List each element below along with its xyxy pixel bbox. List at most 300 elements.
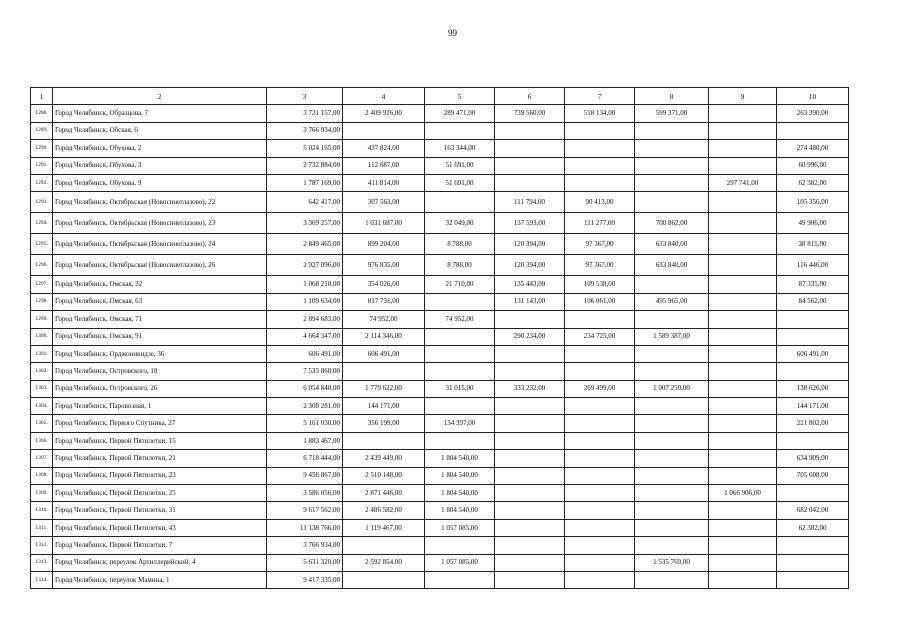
value-col-10: 221 802,00 xyxy=(777,415,849,432)
table-row xyxy=(31,398,849,415)
value-col-6: 135 443,00 xyxy=(495,276,565,293)
value-col-6: 120 394,00 xyxy=(495,255,565,276)
value-col-10: 606 491,00 xyxy=(777,345,849,362)
table-row xyxy=(31,363,849,380)
value-col-10: 60 996,00 xyxy=(777,157,849,174)
table-row xyxy=(31,328,849,345)
table-row xyxy=(31,345,849,362)
value-col-8 xyxy=(635,432,709,449)
value-col-8 xyxy=(635,140,709,157)
table-row xyxy=(31,380,849,397)
value-col-4: 2 871 446,00 xyxy=(343,485,425,502)
value-col-5: 1 057 085,00 xyxy=(425,519,495,536)
address-cell: Город Челябинск, Орджоникидзе, 36 xyxy=(53,345,267,362)
address-cell: Город Челябинск, Первой Пятилетки, 15 xyxy=(53,432,267,449)
table-row xyxy=(31,276,849,293)
value-col-5: 74 952,00 xyxy=(425,311,495,328)
value-col-7 xyxy=(565,363,635,380)
address-cell: Город Челябинск, Первой Пятилетки, 21 xyxy=(53,450,267,467)
address-cell: Город Челябинск, Октябрьская (Новосинеглазово), 26 xyxy=(53,255,267,276)
value-col-4 xyxy=(343,363,425,380)
value-col-3: 3 586 056,00 xyxy=(267,485,343,502)
address-cell: Город Челябинск, Первой Пятилетки, 23 xyxy=(53,467,267,484)
value-col-3: 6 718 444,00 xyxy=(267,450,343,467)
table-row xyxy=(31,502,849,519)
value-col-9 xyxy=(709,571,777,588)
value-col-7 xyxy=(565,571,635,588)
value-col-6 xyxy=(495,345,565,362)
value-col-6: 333 232,00 xyxy=(495,380,565,397)
value-col-8: 633 840,00 xyxy=(635,234,709,255)
value-col-6 xyxy=(495,122,565,139)
address-cell: Город Челябинск, Первой Пятилетки, 31 xyxy=(53,502,267,519)
value-col-6 xyxy=(495,571,565,588)
header-col-7: 7 xyxy=(565,88,635,105)
address-cell: Город Челябинск, Первого Спутника, 27 xyxy=(53,415,267,432)
value-col-10: 62 382,00 xyxy=(777,174,849,191)
table-row xyxy=(31,467,849,484)
value-col-4: 1 119 467,00 xyxy=(343,519,425,536)
value-col-9: 1 066 906,00 xyxy=(709,485,777,502)
value-col-9: 297 741,00 xyxy=(709,174,777,191)
row-number: 1303. xyxy=(31,380,53,397)
value-col-8 xyxy=(635,192,709,213)
row-number: 1293. xyxy=(31,192,53,213)
table-row xyxy=(31,174,849,191)
value-col-10: 682 042,00 xyxy=(777,502,849,519)
address-cell: Город Челябинск, Островского, 18 xyxy=(53,363,267,380)
value-col-10 xyxy=(777,363,849,380)
value-col-4 xyxy=(343,432,425,449)
value-col-10 xyxy=(777,537,849,554)
value-col-8: 1 007 250,00 xyxy=(635,380,709,397)
value-col-6 xyxy=(495,398,565,415)
value-col-9 xyxy=(709,255,777,276)
row-number: 1296. xyxy=(31,255,53,276)
value-col-3: 3 766 934,00 xyxy=(267,537,343,554)
header-row xyxy=(31,88,849,105)
value-col-9 xyxy=(709,432,777,449)
value-col-4: 307 563,00 xyxy=(343,192,425,213)
value-col-9 xyxy=(709,293,777,310)
value-col-3: 1 109 634,00 xyxy=(267,293,343,310)
value-col-7 xyxy=(565,174,635,191)
table-row xyxy=(31,554,849,571)
value-col-9 xyxy=(709,398,777,415)
row-number: 1309. xyxy=(31,485,53,502)
value-col-10: 84 562,00 xyxy=(777,293,849,310)
value-col-7 xyxy=(565,398,635,415)
value-col-8 xyxy=(635,345,709,362)
header-col-2: 2 xyxy=(53,88,267,105)
value-col-8 xyxy=(635,122,709,139)
value-col-6 xyxy=(495,432,565,449)
value-col-5: 1 804 540,00 xyxy=(425,450,495,467)
value-col-5: 31 015,00 xyxy=(425,380,495,397)
value-col-7 xyxy=(565,502,635,519)
value-col-5: 21 710,00 xyxy=(425,276,495,293)
value-col-8: 1 589 387,00 xyxy=(635,328,709,345)
value-col-10: 62 382,00 xyxy=(777,519,849,536)
value-col-7: 111 277,00 xyxy=(565,213,635,234)
value-col-5: 134 397,00 xyxy=(425,415,495,432)
header-col-9: 9 xyxy=(709,88,777,105)
value-col-9 xyxy=(709,234,777,255)
value-col-6 xyxy=(495,157,565,174)
table-row xyxy=(31,192,849,213)
value-col-10: 138 626,00 xyxy=(777,380,849,397)
row-number: 1302. xyxy=(31,363,53,380)
value-col-3: 6 054 840,00 xyxy=(267,380,343,397)
value-col-9 xyxy=(709,122,777,139)
value-col-9 xyxy=(709,105,777,122)
value-col-4 xyxy=(343,122,425,139)
row-number: 1298. xyxy=(31,293,53,310)
value-col-6: 290 234,00 xyxy=(495,328,565,345)
table-row xyxy=(31,537,849,554)
value-col-5: 1 804 540,00 xyxy=(425,467,495,484)
value-col-8 xyxy=(635,537,709,554)
row-number: 1300. xyxy=(31,328,53,345)
value-col-5: 1 057 085,00 xyxy=(425,554,495,571)
header-col-10: 10 xyxy=(777,88,849,105)
value-col-5: 289 471,00 xyxy=(425,105,495,122)
value-col-10: 105 356,00 xyxy=(777,192,849,213)
value-col-7: 109 538,00 xyxy=(565,276,635,293)
value-col-4: 411 814,00 xyxy=(343,174,425,191)
value-col-10: 274 480,00 xyxy=(777,140,849,157)
value-col-6: 739 560,00 xyxy=(495,105,565,122)
value-col-7 xyxy=(565,485,635,502)
value-col-9 xyxy=(709,554,777,571)
value-col-6 xyxy=(495,537,565,554)
value-col-9 xyxy=(709,450,777,467)
value-col-4: 112 687,00 xyxy=(343,157,425,174)
value-col-8 xyxy=(635,485,709,502)
table-row xyxy=(31,485,849,502)
value-col-10 xyxy=(777,122,849,139)
row-number: 1291. xyxy=(31,157,53,174)
page-number: 99 xyxy=(448,28,457,38)
value-col-3: 4 664 347,00 xyxy=(267,328,343,345)
register-table xyxy=(30,87,849,589)
value-col-10 xyxy=(777,571,849,588)
value-col-3: 642 417,00 xyxy=(267,192,343,213)
value-col-6 xyxy=(495,363,565,380)
value-col-9 xyxy=(709,192,777,213)
row-number: 1311. xyxy=(31,519,53,536)
value-col-4: 2 486 582,00 xyxy=(343,502,425,519)
value-col-3: 3 721 157,00 xyxy=(267,105,343,122)
header-col-3: 3 xyxy=(267,88,343,105)
value-col-5: 32 049,00 xyxy=(425,213,495,234)
value-col-10 xyxy=(777,485,849,502)
value-col-7 xyxy=(565,554,635,571)
value-col-5: 8 788,00 xyxy=(425,234,495,255)
value-col-4: 2 510 148,00 xyxy=(343,467,425,484)
value-col-3: 1 068 210,00 xyxy=(267,276,343,293)
row-number: 1292. xyxy=(31,174,53,191)
value-col-5: 8 788,00 xyxy=(425,255,495,276)
value-col-5 xyxy=(425,432,495,449)
value-col-8: 495 965,00 xyxy=(635,293,709,310)
value-col-10: 38 815,00 xyxy=(777,234,849,255)
value-col-9 xyxy=(709,213,777,234)
value-col-9 xyxy=(709,345,777,362)
value-col-3: 7 533 868,00 xyxy=(267,363,343,380)
value-col-7: 90 413,00 xyxy=(565,192,635,213)
row-number: 1288. xyxy=(31,105,53,122)
value-col-7: 97 367,00 xyxy=(565,255,635,276)
table-row xyxy=(31,571,849,588)
row-number: 1295. xyxy=(31,234,53,255)
table-row xyxy=(31,157,849,174)
value-col-8 xyxy=(635,467,709,484)
address-cell: Город Челябинск, Образцова, 7 xyxy=(53,105,267,122)
table-row xyxy=(31,311,849,328)
value-col-10 xyxy=(777,554,849,571)
value-col-6: 131 143,00 xyxy=(495,293,565,310)
value-col-4: 899 204,00 xyxy=(343,234,425,255)
value-col-10: 263 390,00 xyxy=(777,105,849,122)
value-col-8 xyxy=(635,519,709,536)
value-col-5: 163 344,00 xyxy=(425,140,495,157)
value-col-6 xyxy=(495,415,565,432)
value-col-4: 2 592 854,00 xyxy=(343,554,425,571)
value-col-7 xyxy=(565,122,635,139)
value-col-9 xyxy=(709,276,777,293)
value-col-6: 137 593,00 xyxy=(495,213,565,234)
row-number: 1305. xyxy=(31,415,53,432)
value-col-5: 1 804 540,00 xyxy=(425,485,495,502)
address-cell: Город Челябинск, Первой Пятилетки, 25 xyxy=(53,485,267,502)
address-cell: Город Челябинск, переулок Мамина, 1 xyxy=(53,571,267,588)
value-col-7: 97 367,00 xyxy=(565,234,635,255)
value-col-4: 2 409 926,00 xyxy=(343,105,425,122)
value-col-8 xyxy=(635,174,709,191)
value-col-4 xyxy=(343,537,425,554)
value-col-9 xyxy=(709,467,777,484)
value-col-4: 1 031 687,00 xyxy=(343,213,425,234)
value-col-4: 817 731,00 xyxy=(343,293,425,310)
row-number: 1312. xyxy=(31,537,53,554)
value-col-3: 5 631 320,00 xyxy=(267,554,343,571)
value-col-3: 2 927 096,00 xyxy=(267,255,343,276)
row-number: 1290. xyxy=(31,140,53,157)
value-col-6 xyxy=(495,485,565,502)
value-col-3: 606 491,00 xyxy=(267,345,343,362)
table-row xyxy=(31,105,849,122)
table-row xyxy=(31,450,849,467)
value-col-8 xyxy=(635,415,709,432)
value-col-6 xyxy=(495,554,565,571)
value-col-5 xyxy=(425,363,495,380)
address-cell: Город Челябинск, Обухова, 9 xyxy=(53,174,267,191)
address-cell: Город Челябинск, Обухова, 3 xyxy=(53,157,267,174)
address-cell: Город Челябинск, Обская, 6 xyxy=(53,122,267,139)
value-col-6 xyxy=(495,450,565,467)
value-col-7 xyxy=(565,140,635,157)
value-col-3: 1 787 169,00 xyxy=(267,174,343,191)
row-number: 1306. xyxy=(31,432,53,449)
header-col-4: 4 xyxy=(343,88,425,105)
address-cell: Город Челябинск, переулок Артиллерийский, 4 xyxy=(53,554,267,571)
value-col-7: 518 134,00 xyxy=(565,105,635,122)
table-row xyxy=(31,213,849,234)
value-col-9 xyxy=(709,502,777,519)
value-col-4: 1 779 622,00 xyxy=(343,380,425,397)
value-col-3: 2 849 465,00 xyxy=(267,234,343,255)
value-col-8: 633 840,00 xyxy=(635,255,709,276)
value-col-9 xyxy=(709,415,777,432)
row-number: 1299. xyxy=(31,311,53,328)
value-col-5 xyxy=(425,192,495,213)
address-cell: Город Челябинск, Первой Пятилетки, 7 xyxy=(53,537,267,554)
value-col-6 xyxy=(495,519,565,536)
value-col-9 xyxy=(709,328,777,345)
value-col-8 xyxy=(635,502,709,519)
value-col-10: 144 171,00 xyxy=(777,398,849,415)
value-col-9 xyxy=(709,311,777,328)
header-col-6: 6 xyxy=(495,88,565,105)
value-col-5 xyxy=(425,537,495,554)
value-col-7 xyxy=(565,467,635,484)
value-col-7: 234 725,00 xyxy=(565,328,635,345)
value-col-7 xyxy=(565,157,635,174)
table-row xyxy=(31,140,849,157)
value-col-4: 437 824,00 xyxy=(343,140,425,157)
row-number: 1297. xyxy=(31,276,53,293)
value-col-8 xyxy=(635,363,709,380)
value-col-5 xyxy=(425,328,495,345)
value-col-7 xyxy=(565,450,635,467)
value-col-8: 1 535 769,00 xyxy=(635,554,709,571)
value-col-10: 634 909,00 xyxy=(777,450,849,467)
value-col-3: 5 024 165,00 xyxy=(267,140,343,157)
value-col-8: 599 371,00 xyxy=(635,105,709,122)
value-col-5: 51 691,00 xyxy=(425,174,495,191)
value-col-4: 356 199,00 xyxy=(343,415,425,432)
value-col-3: 11 138 766,00 xyxy=(267,519,343,536)
address-cell: Город Челябинск, Первой Пятилетки, 43 xyxy=(53,519,267,536)
value-col-6 xyxy=(495,311,565,328)
value-col-9 xyxy=(709,140,777,157)
value-col-9 xyxy=(709,157,777,174)
address-cell: Город Челябинск, Омская, 71 xyxy=(53,311,267,328)
table-row xyxy=(31,293,849,310)
header-col-1: 1 xyxy=(31,88,53,105)
address-cell: Город Челябинск, Октябрьская (Новосинеглазово), 23 xyxy=(53,213,267,234)
value-col-7 xyxy=(565,311,635,328)
value-col-7 xyxy=(565,432,635,449)
value-col-7: 106 061,00 xyxy=(565,293,635,310)
table-row xyxy=(31,415,849,432)
value-col-7 xyxy=(565,519,635,536)
value-col-6 xyxy=(495,140,565,157)
value-col-10 xyxy=(777,311,849,328)
row-number: 1301. xyxy=(31,345,53,362)
row-number: 1289. xyxy=(31,122,53,139)
value-col-4: 606 491,00 xyxy=(343,345,425,362)
value-col-8 xyxy=(635,450,709,467)
value-col-6: 111 794,00 xyxy=(495,192,565,213)
value-col-3: 3 766 934,00 xyxy=(267,122,343,139)
value-col-9 xyxy=(709,537,777,554)
value-col-7 xyxy=(565,415,635,432)
value-col-3: 9 617 562,00 xyxy=(267,502,343,519)
table-row xyxy=(31,519,849,536)
table-row xyxy=(31,255,849,276)
value-col-4: 74 952,00 xyxy=(343,311,425,328)
address-cell: Город Челябинск, Обухова, 2 xyxy=(53,140,267,157)
value-col-8 xyxy=(635,157,709,174)
value-col-9 xyxy=(709,519,777,536)
value-col-8 xyxy=(635,398,709,415)
value-col-10: 116 446,00 xyxy=(777,255,849,276)
value-col-9 xyxy=(709,363,777,380)
address-cell: Город Челябинск, Омская, 91 xyxy=(53,328,267,345)
value-col-3: 2 732 884,00 xyxy=(267,157,343,174)
value-col-10: 87 335,00 xyxy=(777,276,849,293)
value-col-10 xyxy=(777,328,849,345)
table-row xyxy=(31,122,849,139)
value-col-3: 1 883 467,00 xyxy=(267,432,343,449)
value-col-5: 51 691,00 xyxy=(425,157,495,174)
address-cell: Город Челябинск, Островского, 26 xyxy=(53,380,267,397)
value-col-5 xyxy=(425,345,495,362)
value-col-9 xyxy=(709,380,777,397)
value-col-4: 2 114 346,00 xyxy=(343,328,425,345)
value-col-3: 2 308 281,00 xyxy=(267,398,343,415)
value-col-7 xyxy=(565,537,635,554)
address-cell: Город Челябинск, Октябрьская (Новосинеглазово), 24 xyxy=(53,234,267,255)
value-col-10 xyxy=(777,432,849,449)
value-col-6 xyxy=(495,502,565,519)
value-col-8 xyxy=(635,571,709,588)
table-row xyxy=(31,432,849,449)
address-cell: Город Челябинск, Омская, 32 xyxy=(53,276,267,293)
row-number: 1308. xyxy=(31,467,53,484)
header-col-5: 5 xyxy=(425,88,495,105)
address-cell: Город Челябинск, Октябрьская (Новосинеглазово), 22 xyxy=(53,192,267,213)
value-col-5 xyxy=(425,398,495,415)
address-cell: Город Челябинск, Паровозная, 1 xyxy=(53,398,267,415)
value-col-10: 705 608,00 xyxy=(777,467,849,484)
row-number: 1294. xyxy=(31,213,53,234)
address-cell: Город Челябинск, Омская, 63 xyxy=(53,293,267,310)
value-col-4: 2 439 449,00 xyxy=(343,450,425,467)
value-col-4: 976 835,00 xyxy=(343,255,425,276)
value-col-5 xyxy=(425,571,495,588)
value-col-3: 3 369 257,00 xyxy=(267,213,343,234)
row-number: 1307. xyxy=(31,450,53,467)
value-col-6: 120 394,00 xyxy=(495,234,565,255)
table-body xyxy=(31,105,849,589)
row-number: 1304. xyxy=(31,398,53,415)
value-col-6 xyxy=(495,467,565,484)
header-col-8: 8 xyxy=(635,88,709,105)
value-col-7 xyxy=(565,345,635,362)
value-col-4: 354 026,00 xyxy=(343,276,425,293)
row-number: 1313. xyxy=(31,554,53,571)
value-col-3: 9 417 335,00 xyxy=(267,571,343,588)
table-row xyxy=(31,234,849,255)
value-col-3: 5 161 030,00 xyxy=(267,415,343,432)
row-number: 1314. xyxy=(31,571,53,588)
value-col-3: 2 894 683,00 xyxy=(267,311,343,328)
value-col-8 xyxy=(635,311,709,328)
row-number: 1310. xyxy=(31,502,53,519)
